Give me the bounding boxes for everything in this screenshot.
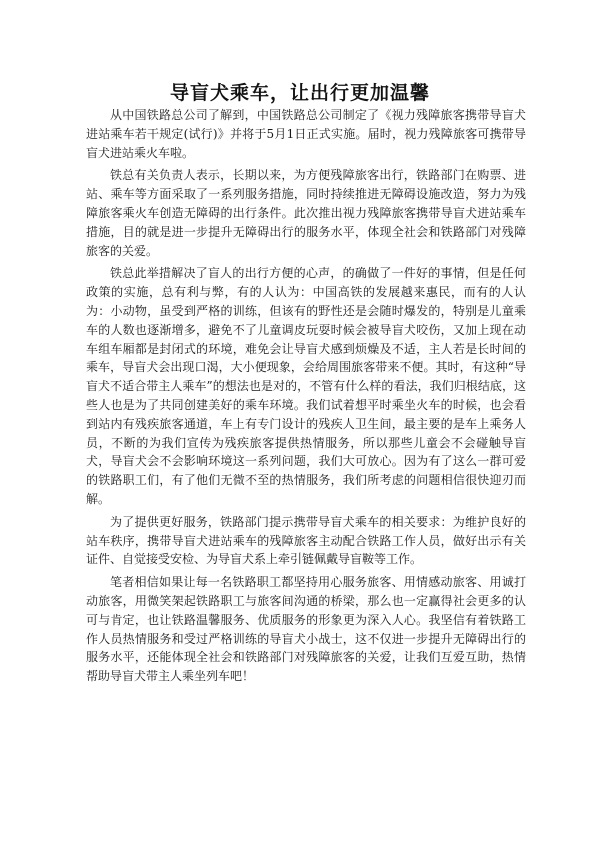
paragraph-requirements: 为了提供更好服务，铁路部门提示携带导盲犬乘车的相关要求：为维护良好的站车秩序，携带导盲犬进站乘车的残障旅客主动配合铁路工作人员，做好出示有关证件、自觉接受安检、为导盲犬系上牵引链佩戴导盲鞍等工作。 [86, 514, 526, 567]
paragraph-conclusion: 笔者相信如果让每一名铁路职工都坚持用心服务旅客、用情感动旅客、用诚打动旅客，用微笑架起铁路职工与旅客间沟通的桥梁，那么也一定赢得社会更多的认可与肯定，也让铁路温馨服务、优质服务的形象更为深入人心。我坚信有着铁路工作人员热情服务和受过严格训练的导盲犬小战士，这不仅进一步提升无障碍出行的服务水平，还能体现全社会和铁路部门对残障旅客的关爱，让我们互爱互助，热情帮助导盲犬带主人乘坐列车吧！ [86, 575, 526, 684]
paragraph-discussion: 铁总此举措解决了盲人的出行方便的心声，的确做了一件好的事情，但是任何政策的实施，总有利与弊，有的人认为：中国高铁的发展越来惠民，而有的人认为：小动物，虽受到严格的训练，但该有的野性还是会随时爆发的，特别是儿童乘车的人数也逐渐增多，避免不了儿童调皮玩耍时候会被导盲犬咬伤，又加上现在动车组车厢都是封闭式的环境，难免会让导盲犬感到烦燥及不适，主人若是长时间的乘车，导盲犬会出现口渴，大小便现象，会给周围旅客带来不便。其时，有这种“导盲犬不适合带主人乘车”的想法也是对的，不管有什么样的看法，我们归根结底，这些人也是为了共同创建美好的乘车环境。我们试着想平时乘坐火车的时候，也会看到站内有残疾旅客通道，车上有专门设计的残疾人卫生间，最主要的是车上乘务人员，不断的为我们宣传为残疾旅客提供热情服务，所以那些儿童会不会碰触导盲犬，导盲犬会不会影响环境这一系列问题，我们大可放心。因为有了这么一群可爱的铁路职工们，有了他们无微不至的热情服务，我们所考虑的问题相信很快迎刃而解。 [86, 266, 526, 506]
paragraph-official-statement: 铁总有关负责人表示，长期以来，为方便残障旅客出行，铁路部门在购票、进站、乘车等方面采取了一系列服务措施，同时持续推进无障碍设施改造，努力为残障旅客乘火车创造无障碍的出行条件。此次推出视力残障旅客携带导盲犬进站乘车措施，目的就是进一步提升无障碍出行的服务水平，体现全社会和铁路部门对残障旅客的关爱。 [86, 168, 526, 258]
article-title: 导盲犬乘车，让出行更加温馨 [169, 82, 430, 104]
paragraph-intro: 从中国铁路总公司了解到，中国铁路总公司制定了《视力残障旅客携带导盲犬进站乘车若干规定(试行)》并将于5月1日正式实施。届时，视力残障旅客可携带导盲犬进站乘火车啦。 [86, 108, 526, 160]
article-body [86, 106, 526, 686]
